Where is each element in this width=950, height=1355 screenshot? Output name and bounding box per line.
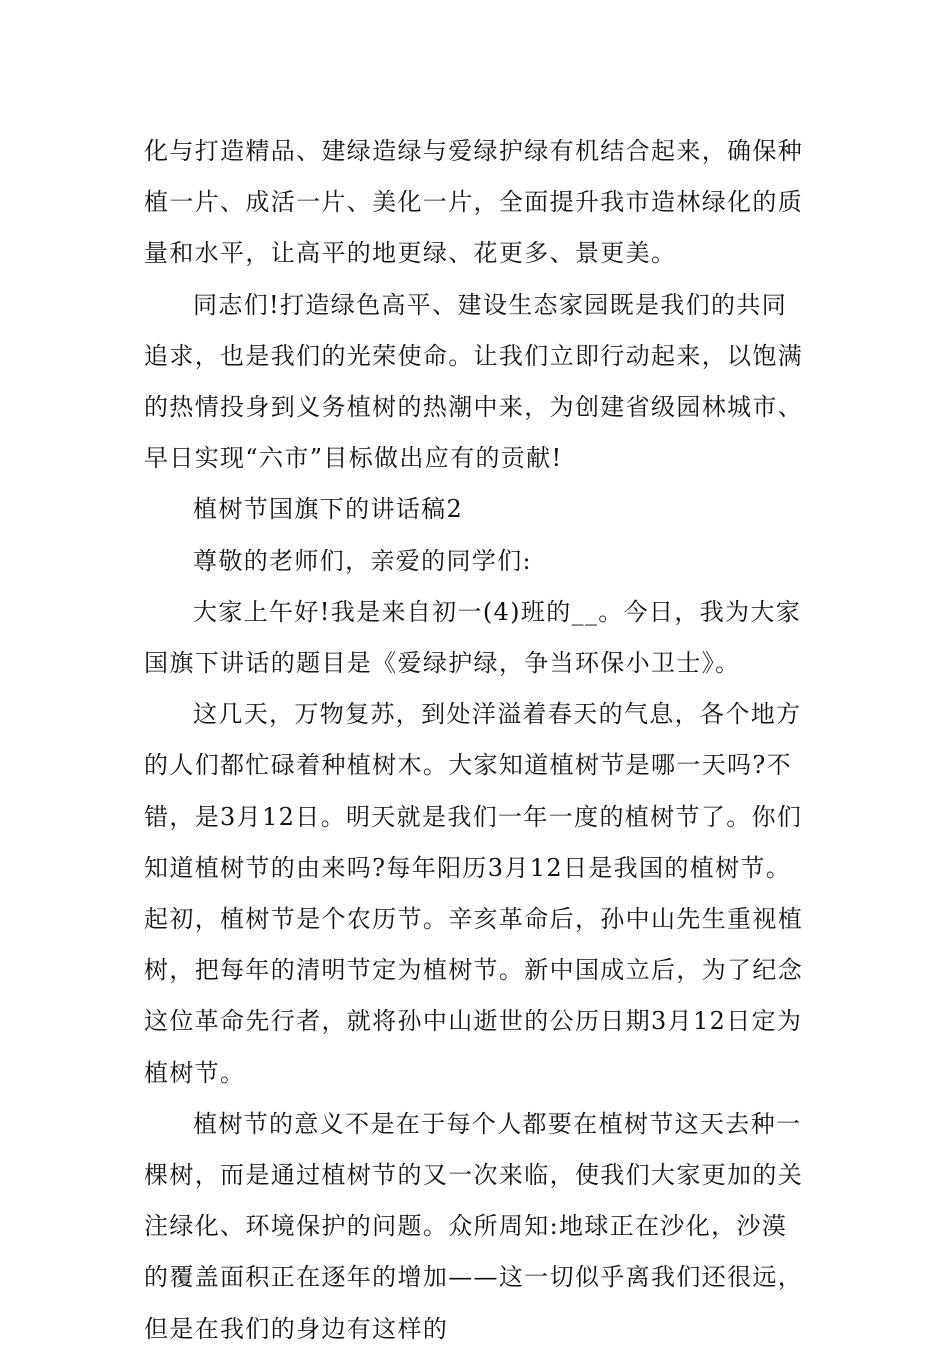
salutation: 尊敬的老师们，亲爱的同学们: <box>193 546 532 575</box>
paragraph-arbor-day-origin: 这几天，万物复苏，到处洋溢着春天的气息，各个地方的人们都忙碌着种植树木。大家知道植树节是哪一天吗?不错，是3月12日。明天就是我们一年一度的植树节了。你们知道植树节的由来吗?每年阳历3月12日是我国的植树节。起初，植树节是个农历节。辛亥革命后，孙中山先生重视植树，把每年的清明节定为植树节。新中国成立后，为了纪念这位革命先行者，就将孙中山逝世的公历日期3月12日定为植树节。 <box>144 700 804 1087</box>
document-body <box>144 126 812 1355</box>
paragraph-greeting: 大家上午好!我是来自初一(4)班的__。今日，我为大家国旗下讲话的题目是《爱绿护绿，争当环保小卫士》。 <box>144 597 802 678</box>
paragraph-1: 化与打造精品、建绿造绿与爱绿护绿有机结合起来，确保种植一片、成活一片、美化一片，全面提升我市造林绿化的质量和水平，让高平的地更绿、花更多、景更美。 <box>144 137 804 268</box>
paragraph-arbor-day-meaning: 植树节的意义不是在于每个人都要在植树节这天去种一棵树，而是通过植树节的又一次来临，使我们大家更加的关注绿化、环境保护的问题。众所周知:地球正在沙化，沙漠的覆盖面积正在逐年的增加——这一切似乎离我们还很远，但是在我们的身边有这样的 <box>144 1109 804 1343</box>
section-title: 植树节国旗下的讲话稿2 <box>193 495 464 524</box>
paragraph-2: 同志们!打造绿色高平、建设生态家园既是我们的共同追求，也是我们的光荣使命。让我们立即行动起来，以饱满的热情投身到义务植树的热潮中来，为创建省级园林城市、早日实现“六市”目标做出应有的贡献! <box>144 290 804 473</box>
